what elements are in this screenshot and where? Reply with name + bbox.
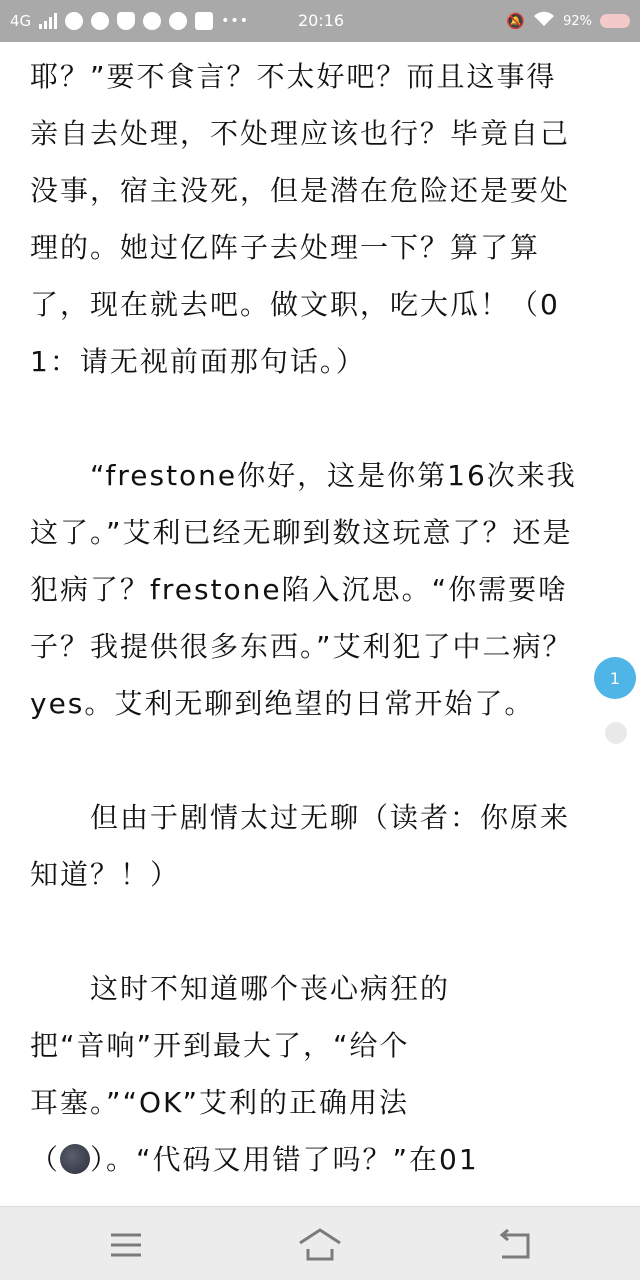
- back-icon[interactable]: [494, 1227, 538, 1263]
- shield-icon: [117, 12, 135, 30]
- reader-paragraph: 耶？”要不食言？不太好吧？而且这事得亲自去处理，不处理应该也行？毕竟自己没事，宿主没死，但是潜在危险还是要处理的。她过亿阵子去处理一下？算了算了，现在就去吧。做文职，吃大瓜！（01：请无视前面那句话。）: [30, 60, 571, 378]
- wifi-icon: [533, 11, 555, 31]
- reader-content: [30, 48, 582, 1188]
- page-indicator-bubble[interactable]: 1: [594, 657, 636, 699]
- reader-paragraph: 但由于剧情太过无聊（读者：你原来知道？！）: [30, 801, 571, 891]
- more-dots-icon: •••: [221, 13, 249, 29]
- chat-icon: [91, 12, 109, 30]
- status-bar: [0, 0, 640, 42]
- battery-level: 92%: [563, 13, 592, 29]
- wechat-icon: [169, 12, 187, 30]
- signal-icon: [39, 13, 57, 29]
- reader-line: 耳塞。”“OK”艾利的正确用法: [30, 1086, 410, 1119]
- reader-paragraph: “frestone你好，这是你第16次来我这了。”艾利已经无聊到数这玩意了？还是犯病了？frestone陷入沉思。“你需要啥子？我提供很多东西。”艾利犯了中二病？yes。艾利无聊到绝望的日常开始了。: [30, 459, 577, 720]
- page-indicator-dot[interactable]: [605, 722, 627, 744]
- mute-bell-icon: 🔕: [506, 12, 526, 30]
- reader-paragraph-last: [30, 960, 582, 1188]
- mail-icon: [195, 12, 213, 30]
- extension-badge-icon: [600, 14, 630, 28]
- reader-line-end: ）。“代码又用错了吗？”在01: [90, 1143, 479, 1176]
- reader-line: [30, 1131, 582, 1188]
- menu-icon[interactable]: [104, 1227, 148, 1263]
- reader-line-start: （: [30, 1143, 61, 1176]
- home-icon[interactable]: [298, 1227, 342, 1263]
- palette-icon: [143, 12, 161, 30]
- status-right: [506, 11, 630, 31]
- reader-line: 把“音响”开到最大了，“给个: [30, 1029, 410, 1062]
- moon-emoji-icon: [60, 1144, 90, 1174]
- browser-icon: [65, 12, 83, 30]
- reader-line: 这时不知道哪个丧心病狂的: [30, 972, 451, 1005]
- network-type: 4G: [10, 12, 32, 30]
- navigation-bar: [0, 1206, 640, 1280]
- clock: 20:16: [298, 11, 345, 30]
- status-left: [10, 12, 249, 30]
